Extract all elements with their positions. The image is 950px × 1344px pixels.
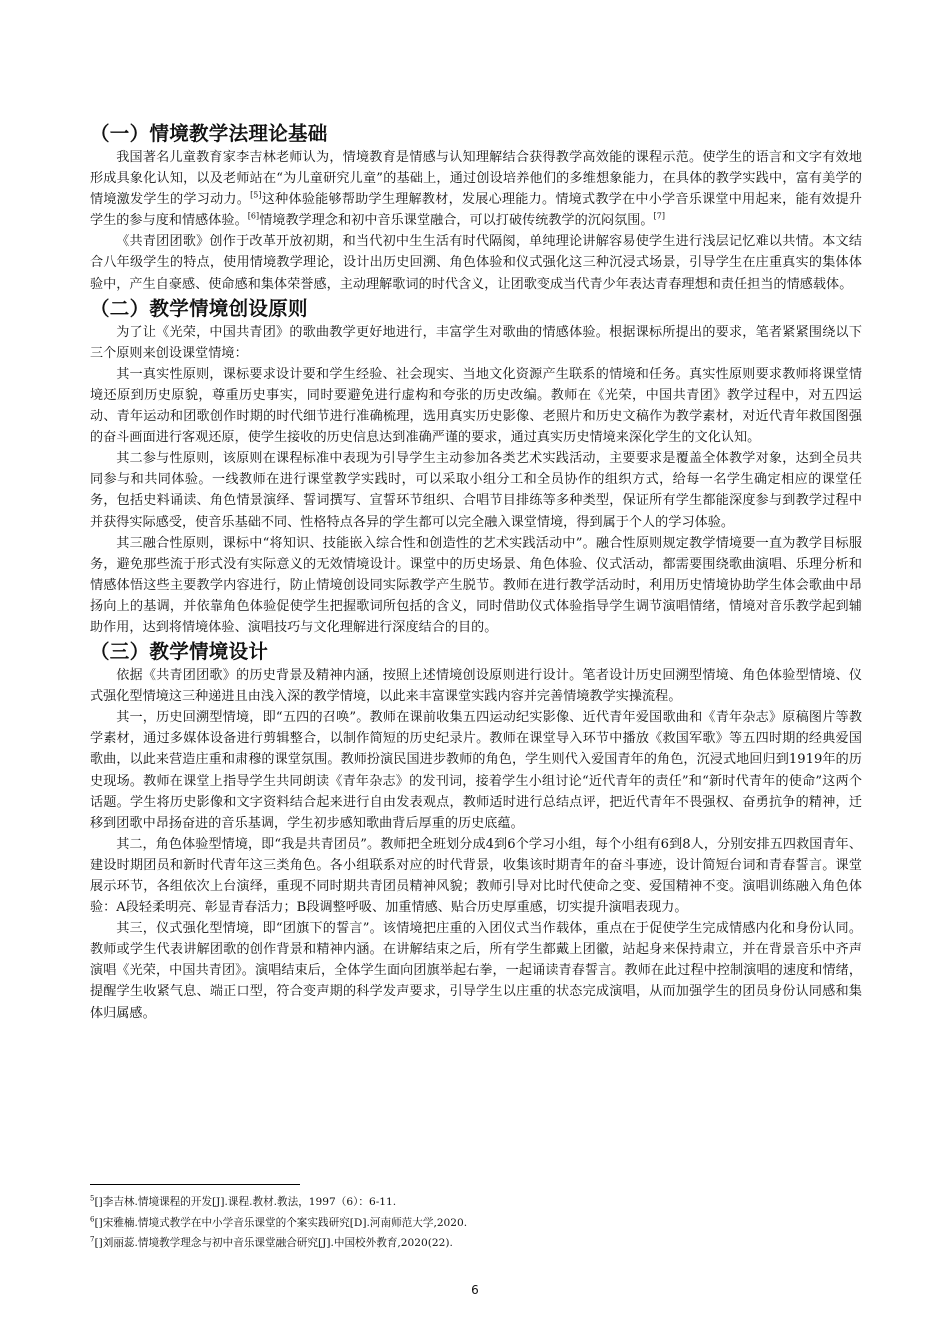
footnote-item [90,1233,862,1254]
paragraph: 依据《共青团团歌》的历史背景及精神内涵，按照上述情境创设原则进行设计。笔者设计历史回溯型情境、角色体验型情境、仪式强化型情境这三种递进且由浅入深的教学情境，以此来丰富课堂实践内容并完善情境教学实操流程。 [90,668,862,705]
page-number: 6 [471,1283,479,1297]
section-heading-2: （二）教学情境创设原则 [90,296,308,320]
paragraph: 其二，角色体验型情境，即“我是共青团员”。教师把全班划分成4到6个学习小组，每个小组有6到8人，分别安排五四救国青年、建设时期团员和新时代青年这三类角色。各小组联系对应的时代背景，收集该时期青年的奋斗事迹，设计简短台词和青春誓言。课堂展示环节，各组依次上台演绎，重现不同时期共青团员精神风貌；教师引导对比时代使命之变、爱国精神不变。演唱训练融入角色体验：A段轻柔明亮、彰显青春活力；B段调整呼吸、加重情感、贴合历史厚重感，切实提升演唱表现力。 [90,836,862,916]
paragraph: 《共青团团歌》创作于改革开放初期，和当代初中生生活有时代隔阂，单纯理论讲解容易使学生进行浅层记忆难以共情。本文结合八年级学生的特点，使用情境教学理论，设计出历史回溯、角色体验和仪式强化这三种沉浸式场景，引导学生在庄重真实的集体体验中，产生自豪感、使命感和集体荣誉感，主动理解歌词的时代含义，让团歌变成当代青少年表达青春理想和责任担当的情感载体。 [90,234,862,292]
footnote-item [90,1213,862,1234]
citation-ref[interactable]: [6] [247,211,260,221]
paragraph: 为了让《光荣，中国共青团》的歌曲教学更好地进行，丰富学生对歌曲的情感体验。根据课标所提出的要求，笔者紧紧围绕以下三个原则来创设课堂情境： [90,324,862,361]
footnote-text: []刘丽蕊.情境教学理念与初中音乐课堂融合研究[J].中国校外教育,2020(22). [94,1237,453,1249]
paragraph: 其二参与性原则，该原则在课程标准中表现为引导学生主动参加各类艺术实践活动，主要要求是覆盖全体教学对象，达到全员共同参与和共同体验。一线教师在进行课堂教学实践时，可以采取小组分工和全员协作的组织方式，给每一名学生确定相应的课堂任务，包括史料诵读、角色情景演绎、誓词撰写、宣誓环节组织、合唱节目排练等多种类型，保证所有学生都能深度参与到教学过程中并获得实际感受，使音乐基础不同、性格特点各异的学生都可以完全融入课堂情境，得到属于个人的学习体验。 [90,451,862,530]
document-body [90,120,862,1024]
footnote-text: []李吉林.情境课程的开发[J].课程.教材.教法，1997（6）：6-11. [94,1196,397,1208]
paragraph: 其三融合性原则，课标中“将知识、技能嵌入综合性和创造性的艺术实践活动中”。融合性原则规定教学情境要一直为教学目标服务，避免那些流于形式没有实际意义的无效情境设计。课堂中的历史场景、角色体验、仪式活动，都需要围绕歌曲演唱、乐理分析和情感体悟这些主要教学内容进行，防止情境创设同实际教学产生脱节。教师在进行教学活动时，利用历史情境协助学生体会歌曲中昂扬向上的基调，并依靠角色体验促使学生把握歌词所包括的含义，同时借助仪式体验指导学生调节演唱情绪，情境对音乐教学起到辅助作用，达到将情境体验、演唱技巧与文化理解进行深度结合的目的。 [90,535,862,635]
footnote-number: 7 [90,1235,95,1244]
footnote-number: 6 [90,1214,95,1223]
footnotes [90,1192,862,1254]
footnote-text: []宋雅楠.情境式教学在中小学音乐课堂的个案实践研究[D].河南师范大学,2020. [94,1216,468,1229]
paragraph: 其一，历史回溯型情境，即“五四的召唤”。教师在课前收集五四运动纪实影像、近代青年爱国歌曲和《青年杂志》原稿图片等教学素材，通过多媒体设备进行剪辑整合，以制作简短的历史纪录片。教师在课堂导入环节中播放《救国军歌》等五四时期的经典爱国歌曲，以此来营造庄重和肃穆的课堂氛围。教师扮演民国进步教师的角色，学生则代入爱国青年的角色，沉浸式地回归到1919年的历史现场。教师在课堂上指导学生共同朗读《青年杂志》的发刊词，接着学生小组讨论“近代青年的责任”和“新时代青年的使命”这两个话题。学生将历史影像和文字资料结合起来进行自由发表观点，教师适时进行总结点评，把近代青年不畏强权、奋勇抗争的精神，迁移到团歌中昂扬奋进的音乐基调，学生初步感知歌曲背后厚重的历史底蕴。 [90,710,862,831]
section-heading-3: （三）教学情境设计 [90,640,269,664]
citation-ref[interactable]: [5] [250,190,262,200]
footnote-item [90,1192,862,1213]
paragraph: 其三，仪式强化型情境，即“团旗下的誓言”。该情境把庄重的入团仪式当作载体，重点在于促使学生完成情感内化和身份认同。教师或学生代表讲解团歌的创作背景和精神内涵。在讲解结束之后，所有学生都戴上团徽，站起身来保持肃立，并在背景音乐中齐声演唱《光荣，中国共青团》。演唱结束后，全体学生面向团旗举起右拳，一起诵读青春誓言。教师在此过程中控制演唱的速度和情绪，提醒学生收紧气息、端正口型，符合变声期的科学发声要求，引导学生以庄重的状态完成演唱，从而加强学生的团员身份认同感和集体归属感。 [90,921,862,1021]
citation-ref[interactable]: [7] [653,211,666,221]
footnote-divider [90,1184,300,1185]
footnote-number: 5 [90,1194,95,1203]
paragraph: 其一真实性原则，课标要求设计要和学生经验、社会现实、当地文化资源产生联系的情境和任务。真实性原则要求教师将课堂情境还原到历史原貌，尊重历史事实，同时要避免进行虚构和夸张的历史改编。教师在《光荣，中国共青团》教学过程中，对五四运动、青年运动和团歌创作时期的时代细节进行准确梳理，选用真实历史影像、老照片和历史文稿作为教学素材，对近代青年救国图强的奋斗画面进行客观还原，使学生接收的历史信息达到准确严谨的要求，通过真实历史情境来深化学生的文化认知。 [90,366,862,446]
section-heading-1: （一）情境教学法理论基础 [90,122,328,145]
paragraph: 我国著名儿童教育家李吉林老师认为，情境教育是情感与认知理解结合获得教学高效能的课程示范。使学生的语言和文字有效地形成具象化认知，以及老师站在“为儿童研究儿童”的基础上，通过创设培养他们的多维想象能力，在具体的教学实践中，富有美学的情境激发学生的学习动力。[5]这种体验能够帮助学生理解教材，发展心理能力。情境式教学在中小学音乐课堂中用起来，能有效提升学生的参与度和情感体验。[6]情境教学理念和初中音乐课堂融合，可以打破传统教学的沉闷氛围。[7] [90,150,862,229]
